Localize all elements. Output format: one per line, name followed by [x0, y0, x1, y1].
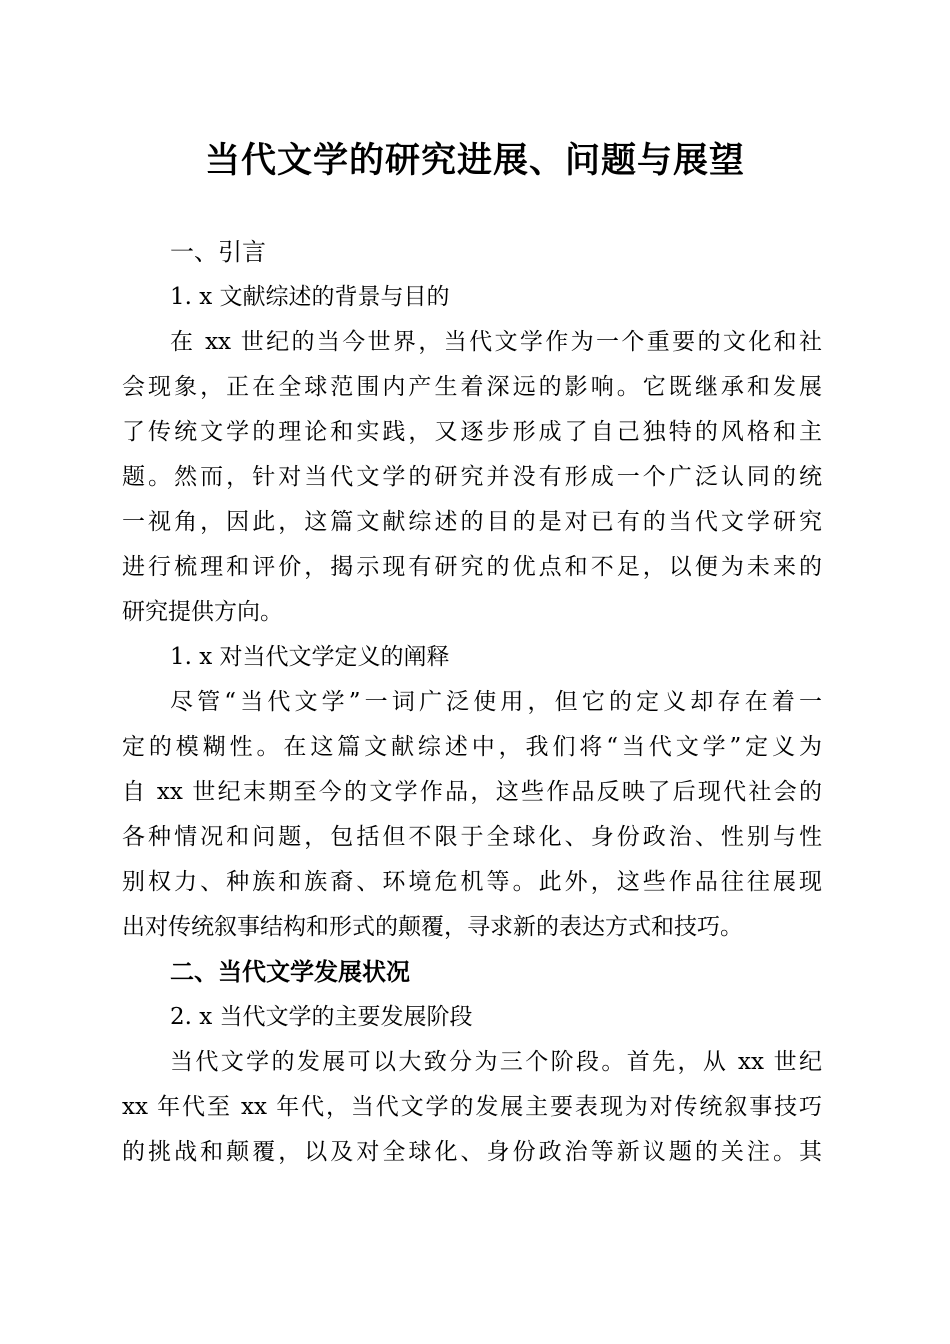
- paragraph-line: 了传统文学的理论和实践，又逐步形成了自己独特的风格和主: [122, 419, 822, 445]
- section-heading-intro: 一、引言: [170, 238, 266, 266]
- paragraph-line: xx 年代至 xx 年代，当代文学的发展主要表现为对传统叙事技巧: [122, 1094, 822, 1120]
- paragraph-line: 当代文学的发展可以大致分为三个阶段。首先，从 xx 世纪: [170, 1049, 822, 1075]
- paragraph-line: 进行梳理和评价，揭示现有研究的优点和不足，以便为未来的: [122, 554, 822, 580]
- paragraph-line: 一视角，因此，这篇文献综述的目的是对已有的当代文学研究: [122, 509, 822, 535]
- paragraph-line: 尽管“当代文学”一词广泛使用，但它的定义却存在着一: [170, 689, 822, 715]
- subsection-heading-background: 1. x 文献综述的背景与目的: [170, 284, 450, 310]
- paragraph-line: 别权力、种族和族裔、环境危机等。此外，这些作品往往展现: [122, 869, 822, 895]
- paragraph-line: 出对传统叙事结构和形式的颠覆，寻求新的表达方式和技巧。: [122, 914, 743, 940]
- paragraph-background: [122, 320, 822, 635]
- section-heading-development: 二、当代文学发展状况: [170, 958, 410, 986]
- paragraph-definition: [122, 680, 822, 950]
- paragraph-line: 自 xx 世纪末期至今的文学作品，这些作品反映了后现代社会的: [122, 779, 822, 805]
- subsection-heading-definition: 1. x 对当代文学定义的阐释: [170, 644, 450, 670]
- paragraph-line: 研究提供方向。: [122, 599, 283, 625]
- paragraph-line: 各种情况和问题，包括但不限于全球化、身份政治、性别与性: [122, 824, 822, 850]
- document-body: [122, 230, 822, 1175]
- paragraph-line: 的挑战和颠覆，以及对全球化、身份政治等新议题的关注。其: [122, 1139, 822, 1165]
- paragraph-line: 题。然而，针对当代文学的研究并没有形成一个广泛认同的统: [122, 464, 822, 490]
- paragraph-stages: [122, 1040, 822, 1175]
- paragraph-line: 定的模糊性。在这篇文献综述中，我们将“当代文学”定义为: [122, 734, 822, 760]
- subsection-heading-stages: 2. x 当代文学的主要发展阶段: [170, 1004, 473, 1030]
- document-title: 当代文学的研究进展、问题与展望: [204, 140, 745, 181]
- paragraph-line: 会现象，正在全球范围内产生着深远的影响。它既继承和发展: [122, 374, 822, 400]
- paragraph-line: 在 xx 世纪的当今世界，当代文学作为一个重要的文化和社: [170, 329, 822, 355]
